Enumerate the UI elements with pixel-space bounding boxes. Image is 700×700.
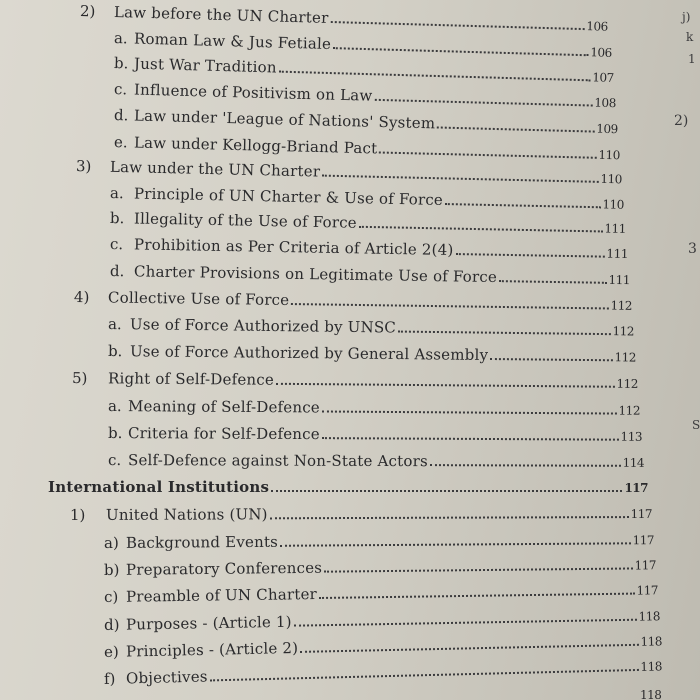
leader-dots bbox=[291, 301, 608, 309]
entry-title: Law under the UN Charter bbox=[109, 157, 321, 181]
entry-title: Law under Kellogg-Briand Pact bbox=[133, 133, 378, 158]
toc-entry bbox=[110, 262, 630, 288]
toc-entry bbox=[104, 656, 662, 688]
entry-title: Collective Use of Force bbox=[107, 288, 290, 310]
page-number: 111 bbox=[606, 246, 629, 262]
entry-number: f) bbox=[103, 669, 116, 688]
page-number: 118 bbox=[640, 659, 663, 674]
margin-mark: j) bbox=[682, 10, 691, 24]
entry-number: d. bbox=[113, 106, 129, 125]
page-number: 108 bbox=[594, 95, 616, 111]
entry-number: b. bbox=[113, 54, 129, 73]
entry-title: Prohibition as Per Criteria of Article 2(4) bbox=[133, 235, 454, 259]
entry-title: International Institutions bbox=[48, 478, 270, 496]
page-number: 117 bbox=[624, 481, 648, 495]
leader-dots bbox=[322, 435, 619, 441]
leader-dots bbox=[430, 462, 621, 467]
entry-title: Preamble of UN Charter bbox=[125, 585, 318, 606]
leader-dots bbox=[210, 667, 639, 681]
margin-mark: 2) bbox=[674, 113, 689, 129]
entry-number: b. bbox=[107, 424, 123, 443]
entry-title: Influence of Positivism on Law bbox=[133, 80, 373, 105]
page-number: 110 bbox=[598, 147, 620, 163]
entry-title: Principle of UN Charter & Use of Force bbox=[133, 184, 444, 209]
leader-dots bbox=[294, 617, 637, 627]
entry-number: a) bbox=[103, 533, 119, 552]
entry-title: Principles - (Article 2) bbox=[125, 638, 299, 661]
margin-mark: 3 bbox=[688, 241, 697, 257]
entry-number: 4) bbox=[73, 288, 90, 307]
entry-number: b) bbox=[103, 560, 120, 579]
margin-mark: S bbox=[692, 418, 700, 432]
page-number: 118 bbox=[638, 609, 661, 624]
entry-number: c. bbox=[113, 80, 128, 99]
section-heading bbox=[48, 478, 648, 496]
leader-dots bbox=[324, 565, 632, 572]
leader-dots bbox=[437, 124, 594, 132]
entry-number: d. bbox=[109, 262, 125, 281]
entry-title: Law under 'League of Nations' System bbox=[133, 106, 436, 133]
entry-number: a. bbox=[107, 315, 122, 334]
page-number: 112 bbox=[610, 298, 633, 313]
page-number: 107 bbox=[592, 70, 614, 85]
page-number: 106 bbox=[590, 45, 612, 60]
toc-entry bbox=[114, 106, 618, 137]
entry-number: a. bbox=[113, 29, 128, 48]
toc-entry bbox=[104, 530, 654, 552]
page-number: 109 bbox=[596, 121, 618, 137]
leader-dots bbox=[490, 356, 612, 361]
leader-dots bbox=[499, 278, 607, 284]
entry-title: Charter Provisions on Legitimate Use of Force bbox=[133, 262, 498, 287]
entry-title: Self-Defence against Non-State Actors bbox=[127, 451, 428, 471]
leader-dots bbox=[276, 381, 615, 388]
entry-title: United Nations (UN) bbox=[105, 505, 268, 524]
page-number: 118 bbox=[640, 688, 662, 700]
page-number: 112 bbox=[612, 324, 635, 339]
page-number: 118 bbox=[640, 634, 663, 649]
entry-title: Use of Force Authorized by UNSC bbox=[129, 315, 397, 337]
margin-mark: k bbox=[686, 30, 694, 44]
entry-number: 3) bbox=[75, 157, 92, 176]
leader-dots bbox=[333, 45, 588, 56]
leader-dots bbox=[322, 408, 617, 414]
toc-entry bbox=[114, 80, 616, 111]
toc-entry bbox=[74, 288, 632, 314]
entry-title: Objectives bbox=[125, 667, 208, 688]
page-number: 117 bbox=[630, 506, 653, 522]
entry-number: a. bbox=[109, 184, 124, 203]
leader-dots bbox=[445, 201, 601, 208]
entry-title: Purposes - (Article 1) bbox=[125, 612, 292, 634]
toc-entry bbox=[104, 606, 660, 634]
entry-title: Use of Force Authorized by General Assembly bbox=[129, 342, 489, 364]
entry-number: c) bbox=[103, 587, 119, 606]
entry-title: Right of Self-Defence bbox=[107, 369, 275, 389]
toc-entry bbox=[110, 235, 628, 262]
toc-entry bbox=[72, 369, 638, 392]
toc-entry-partial bbox=[640, 688, 670, 700]
toc-entry bbox=[110, 184, 624, 213]
page-number: 112 bbox=[618, 403, 641, 418]
entry-number: 1) bbox=[69, 505, 86, 524]
entry-title: Criteria for Self-Defence bbox=[127, 424, 320, 444]
page-number: 112 bbox=[616, 376, 639, 391]
entry-title: Preparatory Conferences bbox=[125, 558, 323, 579]
entry-title: Meaning of Self-Defence bbox=[127, 397, 320, 417]
entry-number: b. bbox=[107, 342, 123, 361]
toc-entry bbox=[108, 315, 634, 339]
entry-number: e) bbox=[103, 642, 119, 661]
entry-title: Background Events bbox=[125, 532, 279, 552]
leader-dots bbox=[330, 19, 584, 30]
leader-dots bbox=[270, 514, 629, 519]
toc-entry bbox=[110, 209, 626, 237]
entry-number: a. bbox=[107, 397, 122, 416]
entry-number: c. bbox=[109, 235, 124, 254]
page-number: 117 bbox=[634, 558, 657, 573]
entry-title: Just War Tradition bbox=[133, 54, 277, 77]
page-number: 113 bbox=[620, 429, 643, 444]
leader-dots bbox=[271, 488, 622, 492]
toc-entry bbox=[108, 424, 642, 445]
toc-entry bbox=[104, 555, 656, 579]
leader-dots bbox=[322, 173, 598, 183]
leader-dots bbox=[374, 97, 592, 107]
toc-entry bbox=[104, 580, 658, 606]
page-number: 112 bbox=[614, 350, 637, 365]
page-number: 111 bbox=[608, 272, 631, 288]
leader-dots bbox=[279, 69, 591, 82]
leader-dots bbox=[300, 642, 638, 653]
toc-entry bbox=[76, 157, 622, 187]
entry-number: 2) bbox=[79, 2, 96, 21]
leader-dots bbox=[455, 251, 604, 258]
page-number: 106 bbox=[586, 19, 608, 34]
toc-entry bbox=[108, 451, 644, 471]
leader-dots bbox=[359, 224, 603, 233]
page-number: 111 bbox=[604, 221, 627, 236]
page-number: 117 bbox=[636, 583, 659, 598]
toc-entry bbox=[108, 397, 640, 419]
leader-dots bbox=[280, 540, 631, 546]
page-number: 110 bbox=[600, 171, 622, 187]
page-number: 110 bbox=[602, 197, 625, 212]
toc-entry bbox=[70, 504, 652, 524]
toc-entry bbox=[108, 342, 636, 366]
entry-number: b. bbox=[109, 209, 125, 228]
leader-dots bbox=[398, 329, 611, 336]
entry-title: Roman Law & Jus Fetiale bbox=[133, 29, 332, 54]
entry-title: Law before the UN Charter bbox=[113, 2, 329, 27]
page-number: 114 bbox=[622, 455, 645, 470]
entry-number: e. bbox=[113, 133, 128, 152]
entry-title: Illegality of the Use of Force bbox=[133, 209, 358, 232]
entry-number: c. bbox=[107, 451, 122, 470]
leader-dots bbox=[319, 591, 635, 599]
entry-number: d) bbox=[103, 615, 120, 634]
toc-entry bbox=[104, 631, 662, 661]
margin-mark: 1 bbox=[688, 52, 696, 66]
page-number: 117 bbox=[632, 533, 655, 548]
entry-number: 5) bbox=[71, 369, 88, 388]
leader-dots bbox=[379, 149, 596, 158]
